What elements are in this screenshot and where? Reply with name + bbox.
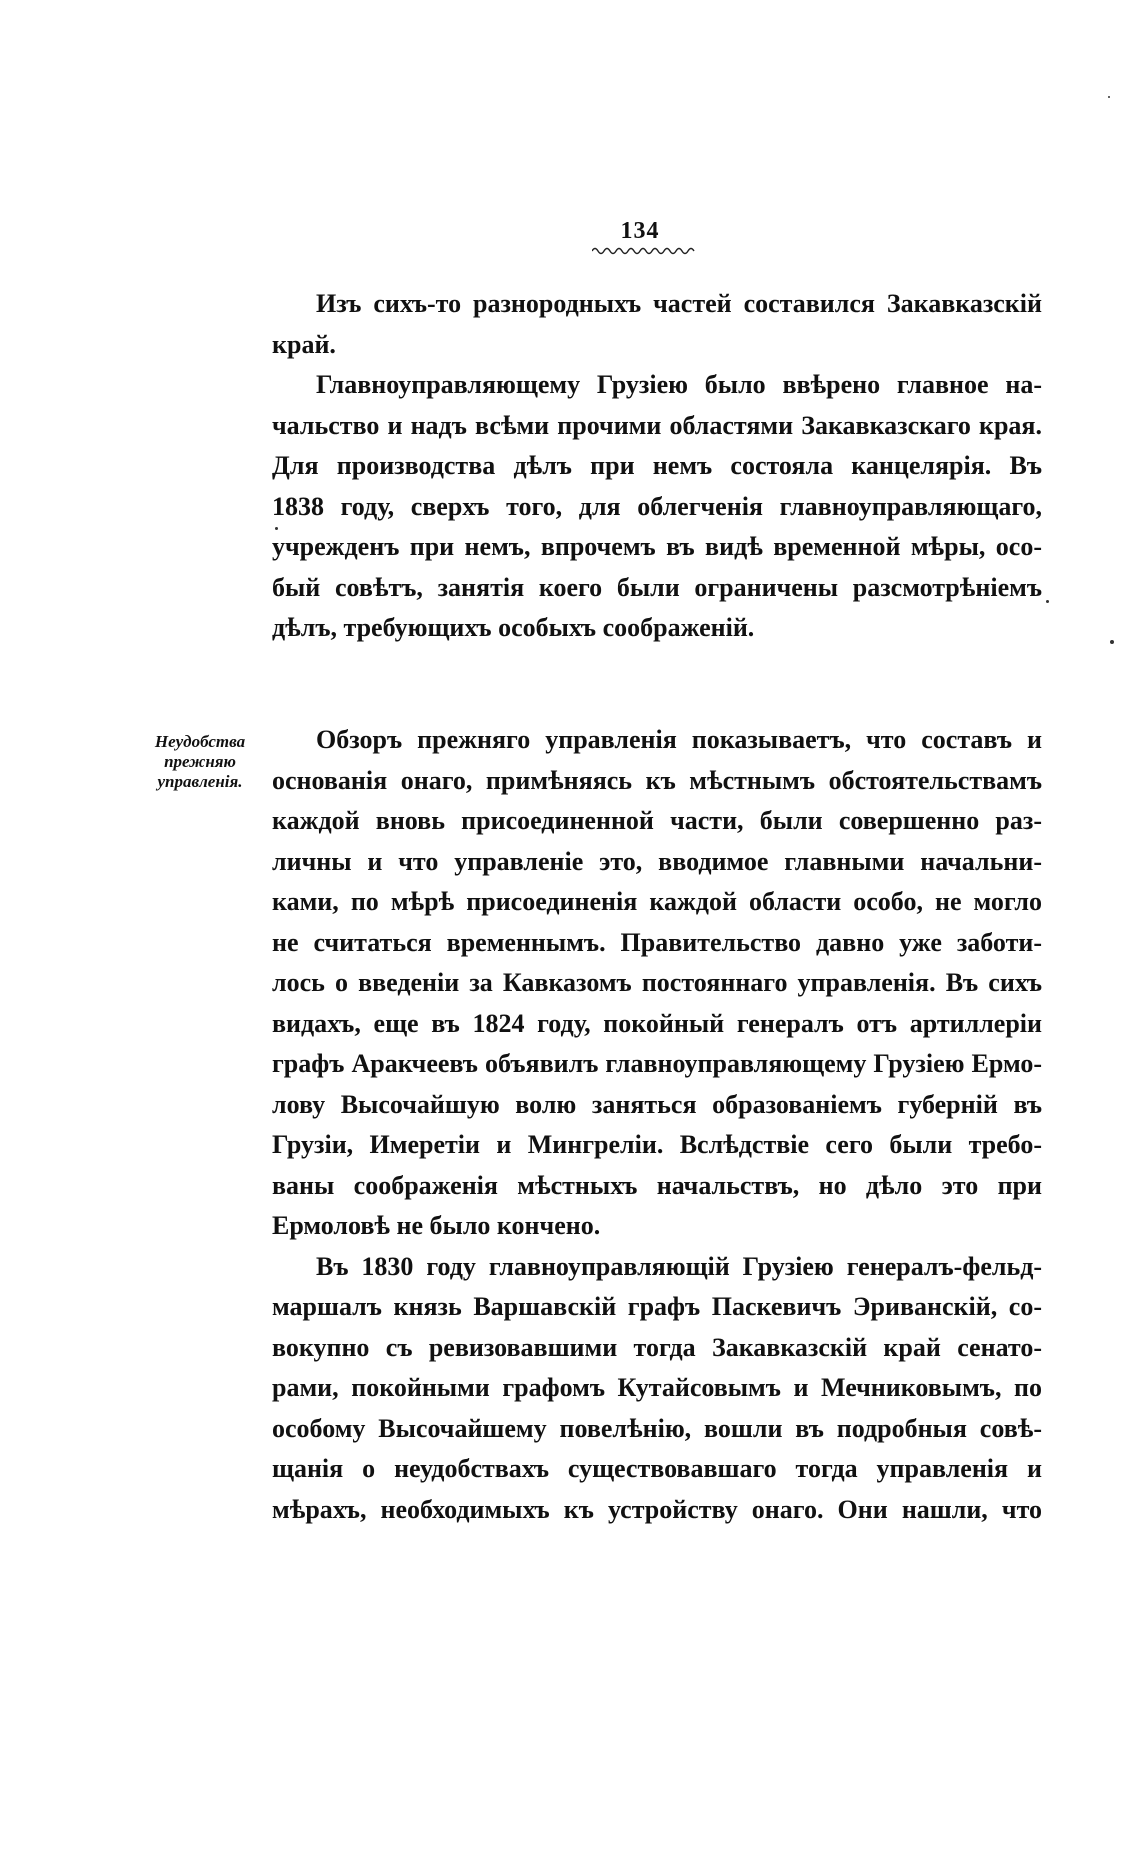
margin-note-line: прежняю [164, 752, 236, 771]
text-block-top [272, 284, 1042, 649]
paragraph [272, 365, 1042, 649]
text-line: Въ 1830 году главноуправляющій Грузіею генералъ-фельд- [316, 1251, 1042, 1281]
text-line: край. [272, 329, 336, 359]
text-line: Грузіи, Имеретіи и Мингреліи. Вслѣдствіе сего были требо- [272, 1130, 1042, 1159]
text-line: основанія онаго, примѣняясь къ мѣстнымъ обстоятельствамъ [272, 765, 1042, 795]
scan-speck [275, 527, 278, 530]
wavy-ornament [592, 246, 696, 256]
text-line: лось о введеніи за Кавказомъ постояннаго управленія. Въ сихъ [272, 968, 1042, 997]
text-block-bottom [272, 720, 1042, 1530]
text-line: Ермоловѣ не было кончено. [272, 1211, 601, 1240]
text-line: чальство и надъ всѣми прочими областями Закавказскаго края. [272, 410, 1042, 440]
text-line: учрежденъ при немъ, впрочемъ въ видѣ временной мѣры, осо- [272, 532, 1042, 561]
text-line: бый совѣтъ, занятія коего были ограничены разсмотрѣніемъ [272, 572, 1042, 602]
text-line: личны и что управленіе это, вводимое главными начальни- [272, 846, 1042, 876]
margin-note [130, 732, 270, 792]
paragraph [272, 284, 1042, 365]
paragraph [272, 1247, 1042, 1531]
text-line: не считаться временнымъ. Правительство давно уже заботи- [272, 927, 1042, 957]
text-line: Обзоръ прежняго управленія показываетъ, что составъ и [316, 725, 1042, 754]
text-line: Главноуправляющему Грузіею было ввѣрено главное на- [316, 370, 1042, 399]
text-line: маршалъ князь Варшавскій графъ Паскевичъ Эриванскій, со- [272, 1292, 1042, 1321]
text-line: рами, покойными графомъ Кутайсовымъ и Мечниковымъ, по [272, 1373, 1042, 1402]
text-line: ками, по мѣрѣ присоединенія каждой области особо, не могло [272, 887, 1042, 916]
scan-speck [1046, 600, 1049, 603]
margin-note-line: управленія. [157, 772, 243, 791]
text-line: видахъ, еще въ 1824 году, покойный генералъ отъ артиллеріи [272, 1008, 1042, 1038]
scan-speck [1110, 640, 1114, 644]
page-number: 134 [620, 218, 660, 244]
text-line: 1838 году, сверхъ того, для облегченія главноуправляющаго, [272, 491, 1042, 521]
text-line: особому Высочайшему повелѣнію, вошли въ подробныя совѣ- [272, 1413, 1042, 1443]
text-line: вокупно съ ревизовавшими тогда Закавказскій край сенато- [272, 1332, 1042, 1362]
scan-speck [1108, 96, 1110, 98]
text-line: ваны соображенія мѣстныхъ начальствъ, но дѣло это при [272, 1170, 1042, 1200]
text-line: каждой вновь присоединенной части, были совершенно раз- [272, 806, 1042, 835]
text-line: дѣлъ, требующихъ особыхъ соображеній. [272, 613, 755, 642]
text-line: графъ Аракчеевъ объявилъ главноуправляющему Грузіею Ермо- [272, 1049, 1042, 1078]
margin-note-line: Неудобства [154, 732, 246, 751]
text-line: щанія о неудобствахъ существовавшаго тогда управленія и [272, 1454, 1042, 1483]
text-line: мѣрахъ, необходимыхъ къ устройству онаго. Они нашли, что [272, 1494, 1042, 1524]
text-line: лову Высочайшую волю заняться образованіемъ губерній въ [272, 1089, 1042, 1119]
paragraph [272, 720, 1042, 1247]
text-line: Изъ сихъ-то разнородныхъ частей составился Закавказскій [316, 289, 1042, 318]
text-line: Для производства дѣлъ при немъ состояла канцелярія. Въ [272, 451, 1042, 480]
